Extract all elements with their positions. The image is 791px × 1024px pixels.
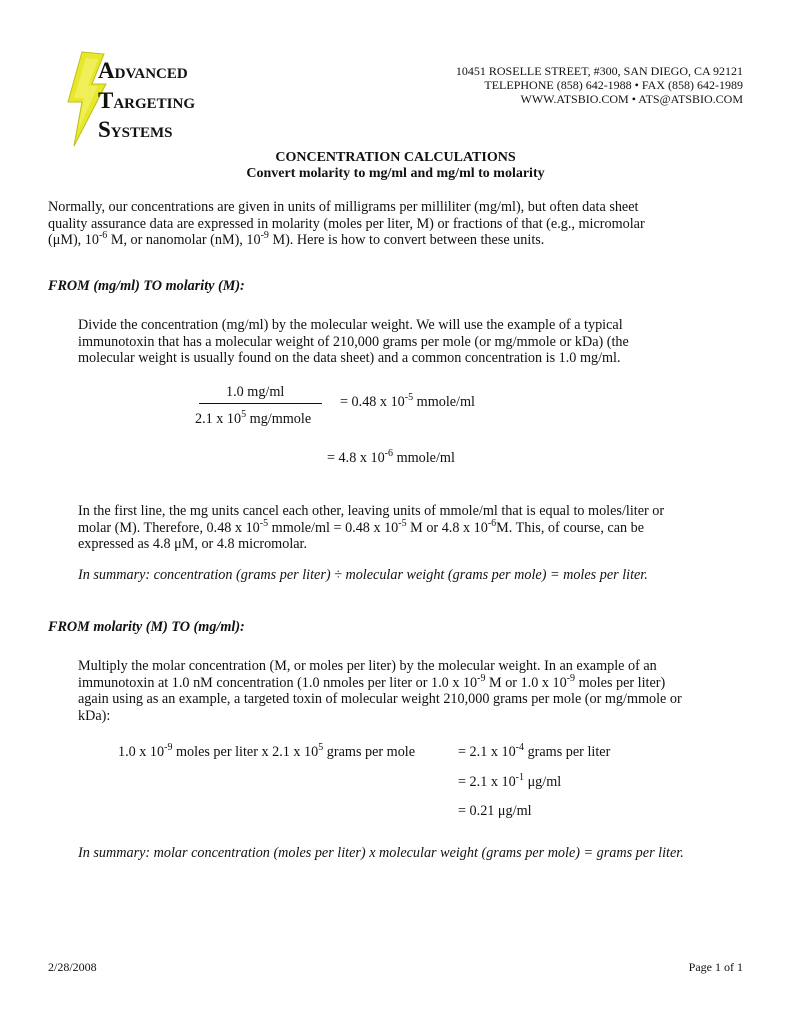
address-line-street: 10451 ROSELLE STREET, #300, SAN DIEGO, CA 92121 — [455, 64, 743, 78]
molarity-result-2: = 2.1 x $10^{-1}$ μg/ml — [458, 772, 562, 790]
company-address — [456, 64, 743, 106]
address-line-phone: TELEPHONE (858) 642-1988 • FAX (858) 642-1989 — [484, 78, 743, 92]
section1-summary: In summary: concentration (grams per liter) ÷ molecular weight (grams per mole) = moles per liter. — [78, 567, 648, 583]
address-line-web: WWW.ATSBIO.COM • ATS@ATSBIO.COM — [520, 92, 743, 106]
molarity-result-1: = 2.1 x $10^{-4}$ grams per liter — [458, 742, 611, 760]
section1-heading: FROM (mg/ml) TO molarity (M): — [48, 278, 245, 294]
section2-heading: FROM molarity (M) TO (mg/ml): — [48, 619, 245, 635]
intro-paragraph: Normally, our concentrations are given in units of milligrams per milliliter (mg/ml), but often data sheet quality assurance data are expressed in molarity (moles per liter, M) or fractions of that (e.g., micromolar (μM), $10^{-6}$ M, or nanomolar (nM), $10^{-9}$ M). Here is how to convert between these units. — [48, 199, 645, 248]
section1-explanation: In the first line, the mg units cancel each other, leaving units of mmole/ml that is equal to moles/liter or molar (M). Therefore, 0.48 x $10^{-5}$ mmole/ml = 0.48 x $10^{-5}$ M or 4.8 x $10^{-6}M$. This, of course, can be expressed as 4.8 μM, or 4.8 micromolar. — [78, 503, 665, 552]
title-sub: Convert molarity to mg/ml and mg/ml to molarity — [246, 166, 545, 181]
fraction-bar — [199, 403, 322, 404]
section1-paragraph: Divide the concentration (mg/ml) by the molecular weight. We will use the example of a typical immunotoxin that has a molecular weight of 210,000 grams per mole (or mg/mmole or kDa) (the molecular weight is usually found on the data sheet) and a common concentration is 1.0 mg/ml. — [78, 317, 629, 366]
footer-page-number: Page 1 of 1 — [688, 960, 743, 974]
document-title — [0, 150, 791, 182]
section2-paragraph: Multiply the molar concentration (M, or moles per liter) by the molecular weight. In an example of an immunotoxin at 1.0 nM concentration (1.0 nmoles per liter or 1.0 x $10^{-9}$ M or 1.0 x $10^{-9}$ moles per liter) again using as an example, a targeted toxin of molecular weight 210,000 grams per mole (or mg/mmole or kDa): — [78, 658, 682, 724]
section2-summary: In summary: molar concentration (moles per liter) x molecular weight (grams per mole) = grams per liter. — [78, 845, 684, 861]
footer-date: 2/28/2008 — [48, 960, 97, 974]
equation-result-2: = 4.8 x $10^{-6}$ mmole/ml — [327, 448, 455, 466]
company-logo-text: ADVANCED TARGETING SYSTEMS — [98, 58, 196, 142]
molarity-result-3: = 0.21 μg/ml — [458, 803, 532, 819]
equation-result-1: = 0.48 x $10^{-5}$ mmole/ml — [340, 392, 475, 410]
fraction-numerator: 1.0 mg/ml — [226, 384, 285, 400]
title-main: CONCENTRATION CALCULATIONS — [275, 150, 516, 165]
fraction-denominator: 2.1 x $10^5$ mg/mmole — [195, 409, 312, 427]
molarity-equation: 1.0 x $10^{-9}$ moles per liter x 2.1 x $10^5$ grams per mole — [118, 742, 416, 760]
